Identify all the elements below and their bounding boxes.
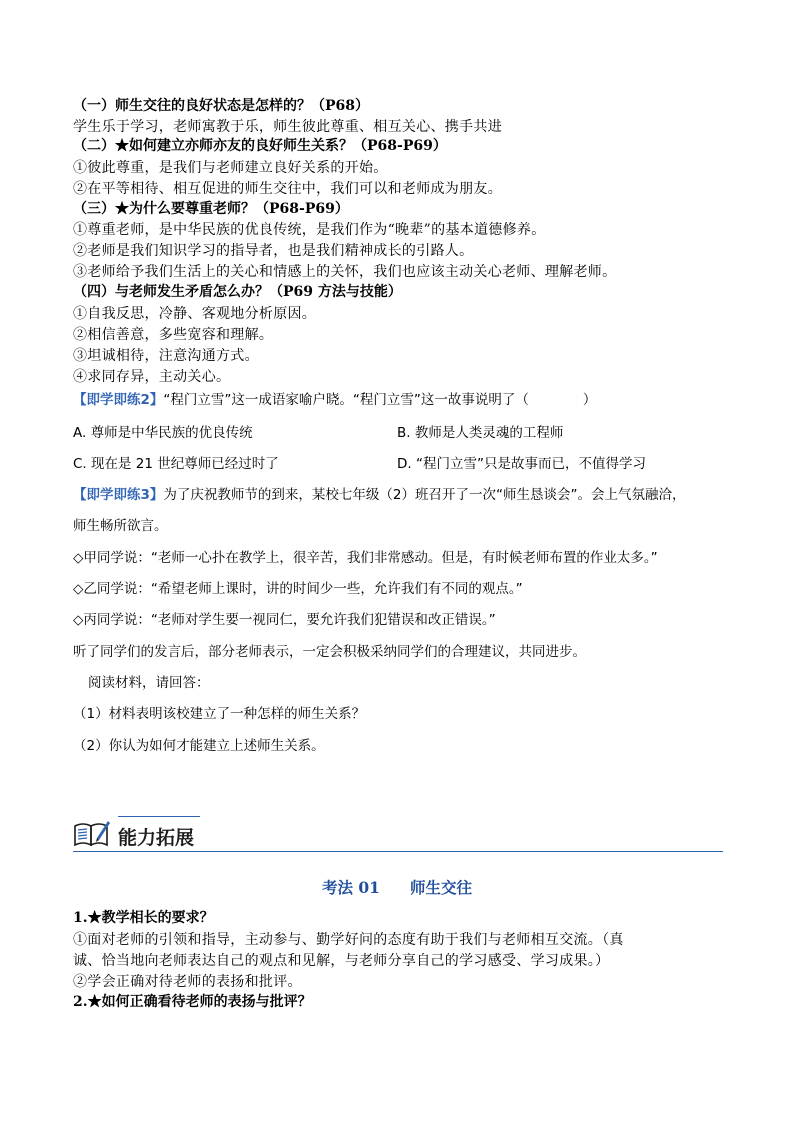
kaofa-label: 考法 01 xyxy=(322,878,380,897)
heading-conflict: （四）与老师发生矛盾怎么办？（P69 方法与技能） xyxy=(73,284,402,300)
section-title: 能力拓展 xyxy=(118,827,195,849)
exercise-2-tag: 【即学即练2】 xyxy=(73,392,164,408)
exercise-2-text: “程门立雪”这一成语家喻户晓。“程门立雪”这一故事说明了（ ） xyxy=(163,392,597,408)
text-common-ground: ④求同存异，主动关心。 xyxy=(73,369,231,385)
text-care: ③老师给予我们生活上的关心和情感上的关怀，我们也应该主动关心老师、理解老师。 xyxy=(73,264,617,280)
text-reflect: ①自我反思，冷静、客观地分析原因。 xyxy=(73,306,317,322)
heading-build-relationship: （二）★如何建立亦师亦友的良好师生关系？（P68-P69） xyxy=(73,138,447,154)
kaofa-topic: 师生交往 xyxy=(409,878,472,897)
student-bing-statement: ◇丙同学说：“老师对学生要一视同仁，要允许我们犯错误和改正错误。” xyxy=(73,612,496,628)
text-praise-criticism: ②学会正确对待老师的表扬和批评。 xyxy=(73,974,302,990)
exercise-3-intro xyxy=(73,485,685,505)
option-d: D. “程门立雪”只是故事而已，不值得学习 xyxy=(397,456,646,472)
text-good-state: 学生乐于学习，老师寓教于乐，师生彼此尊重、相互关心、携手共进 xyxy=(73,119,502,135)
heading-mutual-growth: 1.★教学相长的要求？ xyxy=(73,910,214,926)
text-equal-friends: ②在平等相待、相互促进的师生交往中，我们可以和老师成为朋友。 xyxy=(73,181,502,197)
exercise-3-tag: 【即学即练3】 xyxy=(73,487,164,503)
read-instruction: 阅读材料，请回答： xyxy=(88,675,210,691)
exercise-3-intro-cont: 师生畅所欲言。 xyxy=(73,518,168,534)
text-mutual-respect: ①彼此尊重，是我们与老师建立良好关系的开始。 xyxy=(73,160,388,176)
heading-respect-teacher: （三）★为什么要尊重老师？（P68-P69） xyxy=(73,201,349,217)
question-1: （1）材料表明该校建立了一种怎样的师生关系？ xyxy=(73,706,366,722)
option-b: B. 教师是人类灵魂的工程师 xyxy=(397,425,564,441)
student-jia-statement: ◇甲同学说：“老师一心扑在教学上，很辛苦，我们非常感动。但是，有时候老师布置的作业太多。” xyxy=(73,550,658,566)
text-express: 诚、恰当地向老师表达自己的观点和见解，与老师分享自己的学习感受、学习成果。） xyxy=(73,953,610,969)
option-a: A. 尊师是中华民族的优良传统 xyxy=(73,425,253,441)
exercise-3-intro-text: 为了庆祝教师节的到来，某校七年级（2）班召开了一次“师生恳谈会”。会上气氛融洽， xyxy=(163,487,686,503)
text-honest: ③坦诚相待，注意沟通方式。 xyxy=(73,348,259,364)
kaofa-title xyxy=(0,876,794,898)
teacher-response: 听了同学们的发言后，部分老师表示，一定会积极采纳同学们的合理建议，共同进步。 xyxy=(73,644,586,660)
text-participate: ①面对老师的引领和指导，主动参与、勤学好问的态度有助于我们与老师相互交流。（真 xyxy=(73,932,624,948)
book-pen-icon xyxy=(73,818,111,848)
text-tradition: ①尊重老师，是中华民族的优良传统，是我们作为“晚辈”的基本道德修养。 xyxy=(73,222,546,238)
question-2: （2）你认为如何才能建立上述师生关系。 xyxy=(73,738,325,754)
text-guide: ②老师是我们知识学习的指导者，也是我们精神成长的引路人。 xyxy=(73,243,474,259)
section-header-top-rule xyxy=(118,816,200,817)
student-yi-statement: ◇乙同学说：“希望老师上课时，讲的时间少一些，允许我们有不同的观点。” xyxy=(73,581,523,597)
heading-praise-criticism: 2.★如何正确看待老师的表扬与批评？ xyxy=(73,994,312,1010)
text-goodwill: ②相信善意，多些宽容和理解。 xyxy=(73,327,274,343)
option-c: C. 现在是 21 世纪尊师已经过时了 xyxy=(73,456,279,472)
heading-good-relationship: （一）师生交往的良好状态是怎样的？（P68） xyxy=(73,98,370,114)
section-header-rule xyxy=(73,851,723,852)
exercise-2-question xyxy=(73,390,596,410)
